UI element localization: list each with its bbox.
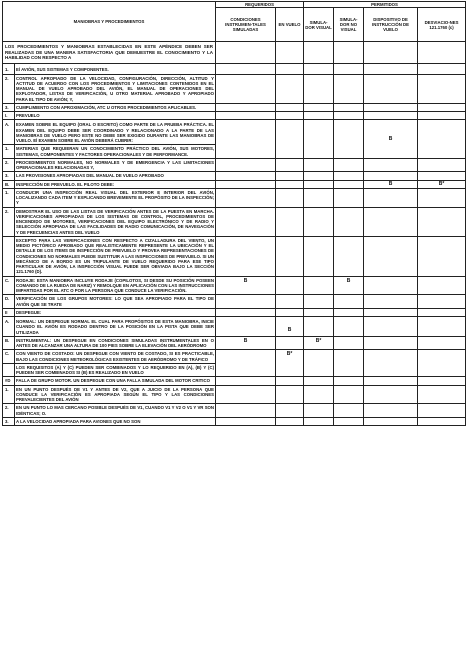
requirement-mark: B* (276, 350, 304, 377)
row-number: 1. (3, 145, 15, 159)
table-cell (334, 158, 364, 172)
table-cell (334, 317, 364, 337)
row-text: CONTROL APROPIADO DE LA VELOCIDAD, CONFIGURACIÓN, DIRECCIÓN, ALTITUD Y ACTITUD DE ACUERDO CON LOS PROCEDIMIENTOS Y LIMITACIONES CONTENIDOS EN EL MANUAL DE VUELO APROBADO DEL AVIÓN, EL MANUAL DE OPERACIONES DEL EXPLOTADOR, LISTAS DE VERIFICACIÓN, U OTRO MATERIAL APROBADO Y APROPIADO PARA EL TIPO DE AVIÓN; Y, (16, 75, 215, 102)
table-cell (216, 308, 276, 316)
row-number (3, 363, 15, 377)
row-number: 1. (3, 64, 15, 74)
table-cell (334, 377, 364, 385)
table-cell (276, 236, 304, 276)
row-text: MATERIAS QUE REQUIERAN UN CONOCIMIENTO PRÁCTICO DEL AVIÓN, SUS MOTORES, SISTEMAS, COMPONENTES Y FACTORES OPERACIONALES Y DE PERFORMANCE. (16, 146, 215, 157)
table-cell (276, 377, 304, 385)
row-number: A. (3, 317, 15, 337)
table-cell (276, 42, 304, 64)
table-row (3, 172, 466, 180)
row-number: D. (3, 295, 15, 309)
table-cell (276, 404, 304, 418)
table-cell (304, 103, 334, 111)
col-in-flight: EN VUELO (276, 8, 304, 42)
table-cell (216, 350, 276, 377)
requirement-mark: B (364, 120, 418, 159)
table-cell (304, 308, 334, 316)
table-cell (334, 404, 364, 418)
permitted-header: PERMITIDOS (304, 2, 466, 8)
row-number: A. (3, 120, 15, 145)
table-cell (216, 417, 276, 425)
row-number: 1. (3, 188, 15, 207)
required-header: REQUERIDOS (216, 2, 304, 8)
table-cell (216, 112, 276, 120)
table-cell (216, 377, 276, 385)
col-deviations: DESVIACIO-NES 121.1760 (c) (418, 8, 466, 42)
table-cell (304, 172, 334, 180)
table-cell (364, 112, 418, 120)
table-cell (334, 74, 364, 103)
table-cell (418, 188, 466, 207)
table-cell (418, 385, 466, 404)
table-cell (418, 417, 466, 425)
table-cell (364, 64, 418, 74)
table-cell (216, 64, 276, 74)
table-row (3, 317, 466, 337)
row-text: CUMPLIMIENTO CON APROXIMACIÓN, ATC U OTROS PROCEDIMIENTOS APLICABLES. (15, 103, 216, 111)
row-text: El AVIÓN, SUS SISTEMAS Y COMPONENTES. (15, 64, 216, 74)
table-cell (364, 295, 418, 309)
table-cell (364, 172, 418, 180)
table-row (3, 64, 466, 74)
table-cell (364, 308, 418, 316)
row-number: B. (3, 180, 15, 188)
table-cell (276, 188, 304, 207)
table-cell (304, 120, 334, 159)
table-cell (418, 377, 466, 385)
table-cell (418, 236, 466, 276)
table-row (3, 158, 466, 172)
row-number (3, 236, 15, 276)
table-cell (418, 276, 466, 295)
table-cell (276, 158, 304, 172)
table-cell (418, 404, 466, 418)
table-row (3, 377, 466, 385)
table-cell (304, 295, 334, 309)
table-cell (334, 385, 364, 404)
row-text: LAS PROVISIONES APROPIADAS DEL MANUAL DE VUELO APROBADO (15, 172, 216, 180)
row-text: RODAJE: ESTA MANIOBRA INCLUYE RODAJE (COPILOTOS, SI DESDE SU POSICIÓN POSEEN COMANDO DE LA RUEDA DE NARIZ) Y REMOLQUE EN APLICACIÓN CON LAS INSTRUCCIONES IMPARTIDAS POR EL ATC O POR LA PERSONA QUE CONDUCE LA VERIFICACIÓN. (16, 277, 215, 294)
row-number: C. (3, 350, 15, 364)
table-cell (276, 336, 304, 350)
row-text: NORMAL: UN DESPEGUE NORMAL EL CUAL PARA PROPÓSITOS DE ESTA MANIOBRA, INICIE CUANDO EL AVIÓN ES RODADO DENTRO DE LA POSICIÓN EN LA PISTA QUE DEBE SER UTILIZADA (15, 317, 216, 337)
table-cell (418, 120, 466, 159)
table-cell (334, 42, 364, 64)
table-cell (334, 295, 364, 309)
table-row (3, 236, 466, 276)
row-text: EN UN PUNTO LO MAS CERCANO POSIBLE DESPUÉS DE V1, CUANDO V1 Y V2 O V1 Y VR SON IDÉNTICAS; O. (16, 405, 215, 416)
table-cell (276, 308, 304, 316)
maneuvers-table (2, 1, 466, 426)
requirement-mark: B* (304, 336, 334, 350)
table-cell (304, 74, 334, 103)
table-cell (364, 350, 418, 377)
table-row (3, 350, 466, 364)
table-cell (364, 207, 418, 236)
table-cell (418, 42, 466, 64)
col-visual-simulator: SIMULA-DOR VISUAL (304, 8, 334, 42)
table-cell (418, 308, 466, 316)
row-text: A LA VELOCIDAD APROPIADA PARA AVIONES QUE NO SON (15, 417, 216, 425)
table-cell (216, 180, 276, 188)
table-cell (418, 172, 466, 180)
table-cell (364, 276, 418, 295)
regulation-table-page (2, 1, 465, 426)
table-cell (216, 158, 276, 172)
table-cell (304, 317, 334, 337)
table-row (3, 180, 466, 188)
table-cell (364, 158, 418, 172)
table-cell (304, 180, 334, 188)
table-row (3, 74, 466, 103)
table-cell (276, 64, 304, 74)
table-cell (334, 172, 364, 180)
table-cell (334, 103, 364, 111)
row-text: EN UN PUNTO DESPUÉS DE V1 Y ANTES DE V2, QUE A JUICIO DE LA PERSONA QUE CONDUCE LA VERIFICACIÓN ES APROPIADA SEGÚN EL TIPO Y LAS CONDICIONES PREVALECIENTES DEL AVIÓN (16, 386, 215, 403)
table-row (3, 336, 466, 350)
table-cell (216, 120, 276, 159)
requirement-mark: B (276, 317, 304, 337)
table-cell (216, 172, 276, 180)
table-row (3, 295, 466, 309)
row-number: C. (3, 276, 15, 295)
table-cell (418, 158, 466, 172)
row-number: 3. (3, 172, 15, 180)
table-cell (216, 103, 276, 111)
row-number: #D (3, 377, 15, 385)
table-cell (418, 317, 466, 337)
table-cell (304, 377, 334, 385)
table-cell (364, 377, 418, 385)
row-text: DEMOSTRAR EL USO DE LAS LISTAS DE VERIFICACIÓN ANTES DE LA PUESTA EN MARCHA. VERIFICACIONES APROPIADAS DE LOS SISTEMAS DE CONTROL, PROCEDIMIENTOS DE ENCENDIDO DE MOTORES, VERIFICACIONES DEL EQUIPO ELECTRÓNICO Y DE RADIO Y SELECCIÓN APROPIADA DE LAS FACILIDADES DE RADIO COMUNICACIÓN, DE NAVEGACIÓN Y DE FRECUENCIAS ANTES DEL VUELO (16, 208, 215, 235)
row-number: 1. (3, 385, 15, 404)
table-cell (304, 112, 334, 120)
table-cell (418, 336, 466, 350)
table-cell (276, 385, 304, 404)
table-cell (304, 404, 334, 418)
table-cell (216, 42, 276, 64)
table-cell (418, 64, 466, 74)
row-text: FALLA DE GRUPO MOTOR. UN DESPEGUE CON UNA FALLA SIMULADA DEL MOTOR CRITICO (15, 377, 216, 385)
table-cell (334, 236, 364, 276)
table-cell (364, 74, 418, 103)
row-text: EXCEPTO PARA LAS VERIFICACIONES CON RESPECTO A CIZALLADURA DEL VIENTO, UN MEDIO PICTÓRICO APROBADO QUE REALISTICAMENTE REPRESENTE LA UBICACIÓN Y EL DETALLE DE LOS ITEMS DE INSPECCIÓN DE PREVUELO Y PROVEA REPRESENTACIONES DE CONDICIONES NO NORMALES PUEDE SUSTITUIR A LAS INSPECCIONES DE PREVUELO. SI UN MECÁNICO DE A BORDO ES UN TRIPULANTE DE VUELO REQUERIDO PARA ESE TIPO PARTICULAR DE AVIÓN, LA INSPECCIÓN VISUAL PUEDE SER OBVIADA BAJO LA SECCIÓN 121.1760 (D). (16, 237, 215, 275)
requirement-mark: B (364, 180, 418, 188)
col-nonvisual-simulator: SIMULA-DOR NO VISUAL (334, 8, 364, 42)
table-cell (304, 417, 334, 425)
row-text: INSTRUMENTAL: UN DESPEGUE EN CONDICIONES SIMULADAS INSTRUMENTALES EN O ANTES DE ALCANZAR UNA ALTURA DE 100 PIES SOBRE LA ELEVACIÓN DEL AERÓDROMO (16, 337, 215, 349)
table-cell (304, 385, 334, 404)
table-cell (216, 188, 276, 207)
table-cell (334, 308, 364, 316)
table-cell (418, 350, 466, 377)
table-cell (334, 188, 364, 207)
row-text: CON VIENTO DE COSTADO: UN DESPEGUE CON VIENTO DE COSTADO, SI ES PRACTICABLE, BAJO LAS CONDICIONES METEOROLÓGICAS EXISTENTES DE AERÓDROMO Y DE TRÁFICO (16, 351, 215, 362)
table-cell (418, 295, 466, 309)
table-cell (276, 103, 304, 111)
table-cell (334, 112, 364, 120)
table-cell (364, 385, 418, 404)
table-row (3, 207, 466, 236)
row-text: LOS REQUISITOS (A) Y (C) PUEDEN SER COMBINADOS Y LO REQUERIDO EN (A), (B) Y (C) PUEDEN SER COMBINADOS SI (B) ES REALIZADO EN VUELO (16, 364, 215, 376)
table-row (3, 276, 466, 295)
table-cell (304, 42, 334, 64)
table-cell (216, 404, 276, 418)
table-cell (276, 180, 304, 188)
row-number: II (3, 308, 15, 316)
table-cell (334, 64, 364, 74)
table-row (3, 308, 466, 316)
row-text: CONDUCIR UNA INSPECCIÓN REAL VISUAL DEL EXTERIOR E INTERIOR DEL AVIÓN, LOCALIZANDO CADA ITEM Y EXPLICANDO BREVEMENTE EL PROPÓSITO DE LA INSPECCIÓN; Y (16, 189, 215, 206)
table-cell (364, 188, 418, 207)
table-cell (276, 417, 304, 425)
table-cell (304, 236, 334, 276)
table-cell (304, 64, 334, 74)
table-cell (276, 172, 304, 180)
table-cell (216, 236, 276, 276)
table-cell (418, 112, 466, 120)
row-text: INSPECCIÓN DE PREVUELO. EL PILOTO DEBE: (15, 180, 216, 188)
row-text: PROCEDIMIENTOS NORMALES, NO NORMALES Y DE EMERGENCIA Y LAS LIMITACIONES OPERACIONALES RELACIONADAS Y, (16, 159, 215, 171)
preamble-text: LOS PROCEDIMIENTOS Y MANIOBRAS ESTABLECIDAS EN ESTE APÉNDICE DEBEN SER REALIZADAS DE UNA MANERA SATISFACTORIA QUE DEMUESTRE EL CONOCIMIENTO Y LA HABILIDAD CON RESPECTO A (3, 42, 216, 64)
table-cell (334, 207, 364, 236)
table-cell (334, 417, 364, 425)
row-number: B. (3, 336, 15, 350)
table-cell (216, 385, 276, 404)
col-simulated-instrument: CONDICIONES INSTRUMEN-TALES SIMULADAS (216, 8, 276, 42)
requirement-mark: B (216, 276, 276, 295)
table-cell (364, 336, 418, 350)
table-cell (276, 207, 304, 236)
row-number: 3. (3, 103, 15, 111)
table-cell (216, 295, 276, 309)
requirement-mark: B (216, 336, 276, 350)
row-text: PREVUELO (15, 112, 216, 120)
col-training-device: DISPOSITIVO DE INSTRUCCIÓN DE VUELO (364, 8, 418, 42)
table-cell (276, 120, 304, 159)
table-row (3, 112, 466, 120)
table-row (3, 120, 466, 145)
row-text: EXAMEN SOBRE EL EQUIPO (ORAL O ESCRITO) COMO PARTE DE LA PRUEBA PRÁCTICA. EL EXAMEN DEL EQUIPO DEBE SER COORDINADO Y RELACIONADO A LA PARTE DE LAS MANIOBRAS DE VUELO PERO ESTE NO DEBE SER EXIGIDO DURANTE LAS MANIOBRAS DE VUELO. El EXAMEN SOBRE EL AVIÓN DEBERÁ CUBRIR: (15, 120, 216, 145)
table-cell (304, 350, 334, 377)
table-cell (334, 180, 364, 188)
table-cell (334, 350, 364, 377)
row-number: 2. (3, 207, 15, 236)
row-number: 2. (3, 74, 15, 103)
row-number: 3. (3, 417, 15, 425)
table-cell (364, 404, 418, 418)
table-cell (216, 207, 276, 236)
row-number: 2. (3, 404, 15, 418)
table-row (3, 404, 466, 418)
requirement-mark: B (334, 276, 364, 295)
table-cell (304, 207, 334, 236)
table-cell (304, 276, 334, 295)
table-cell (304, 188, 334, 207)
row-text: DESPEGUE: (15, 308, 216, 316)
table-cell (334, 120, 364, 159)
table-row (3, 188, 466, 207)
table-cell (216, 317, 276, 337)
table-cell (364, 317, 418, 337)
row-number: I. (3, 112, 15, 120)
row-text: VERIFICACIÓN DE LOS GRUPOS MOTORES: LO QUE SEA APROPIADO PARA EL TIPO DE AVIÓN QUE SE TRATE (16, 296, 215, 307)
table-cell (334, 336, 364, 350)
table-cell (276, 112, 304, 120)
table-cell (276, 74, 304, 103)
row-number: 2. (3, 158, 15, 172)
table-row (3, 103, 466, 111)
table-cell (304, 158, 334, 172)
table-cell (418, 74, 466, 103)
table-cell (216, 74, 276, 103)
maneuvers-header: MANIOBRAS Y PROCEDIMIENTOS (3, 2, 216, 42)
preamble-row (3, 42, 466, 64)
table-cell (364, 236, 418, 276)
table-cell (364, 103, 418, 111)
table-cell (276, 295, 304, 309)
requirement-mark: B* (418, 180, 466, 188)
table-cell (276, 276, 304, 295)
table-cell (418, 103, 466, 111)
table-cell (418, 207, 466, 236)
table-cell (364, 417, 418, 425)
table-row (3, 417, 466, 425)
table-row (3, 385, 466, 404)
table-cell (364, 42, 418, 64)
